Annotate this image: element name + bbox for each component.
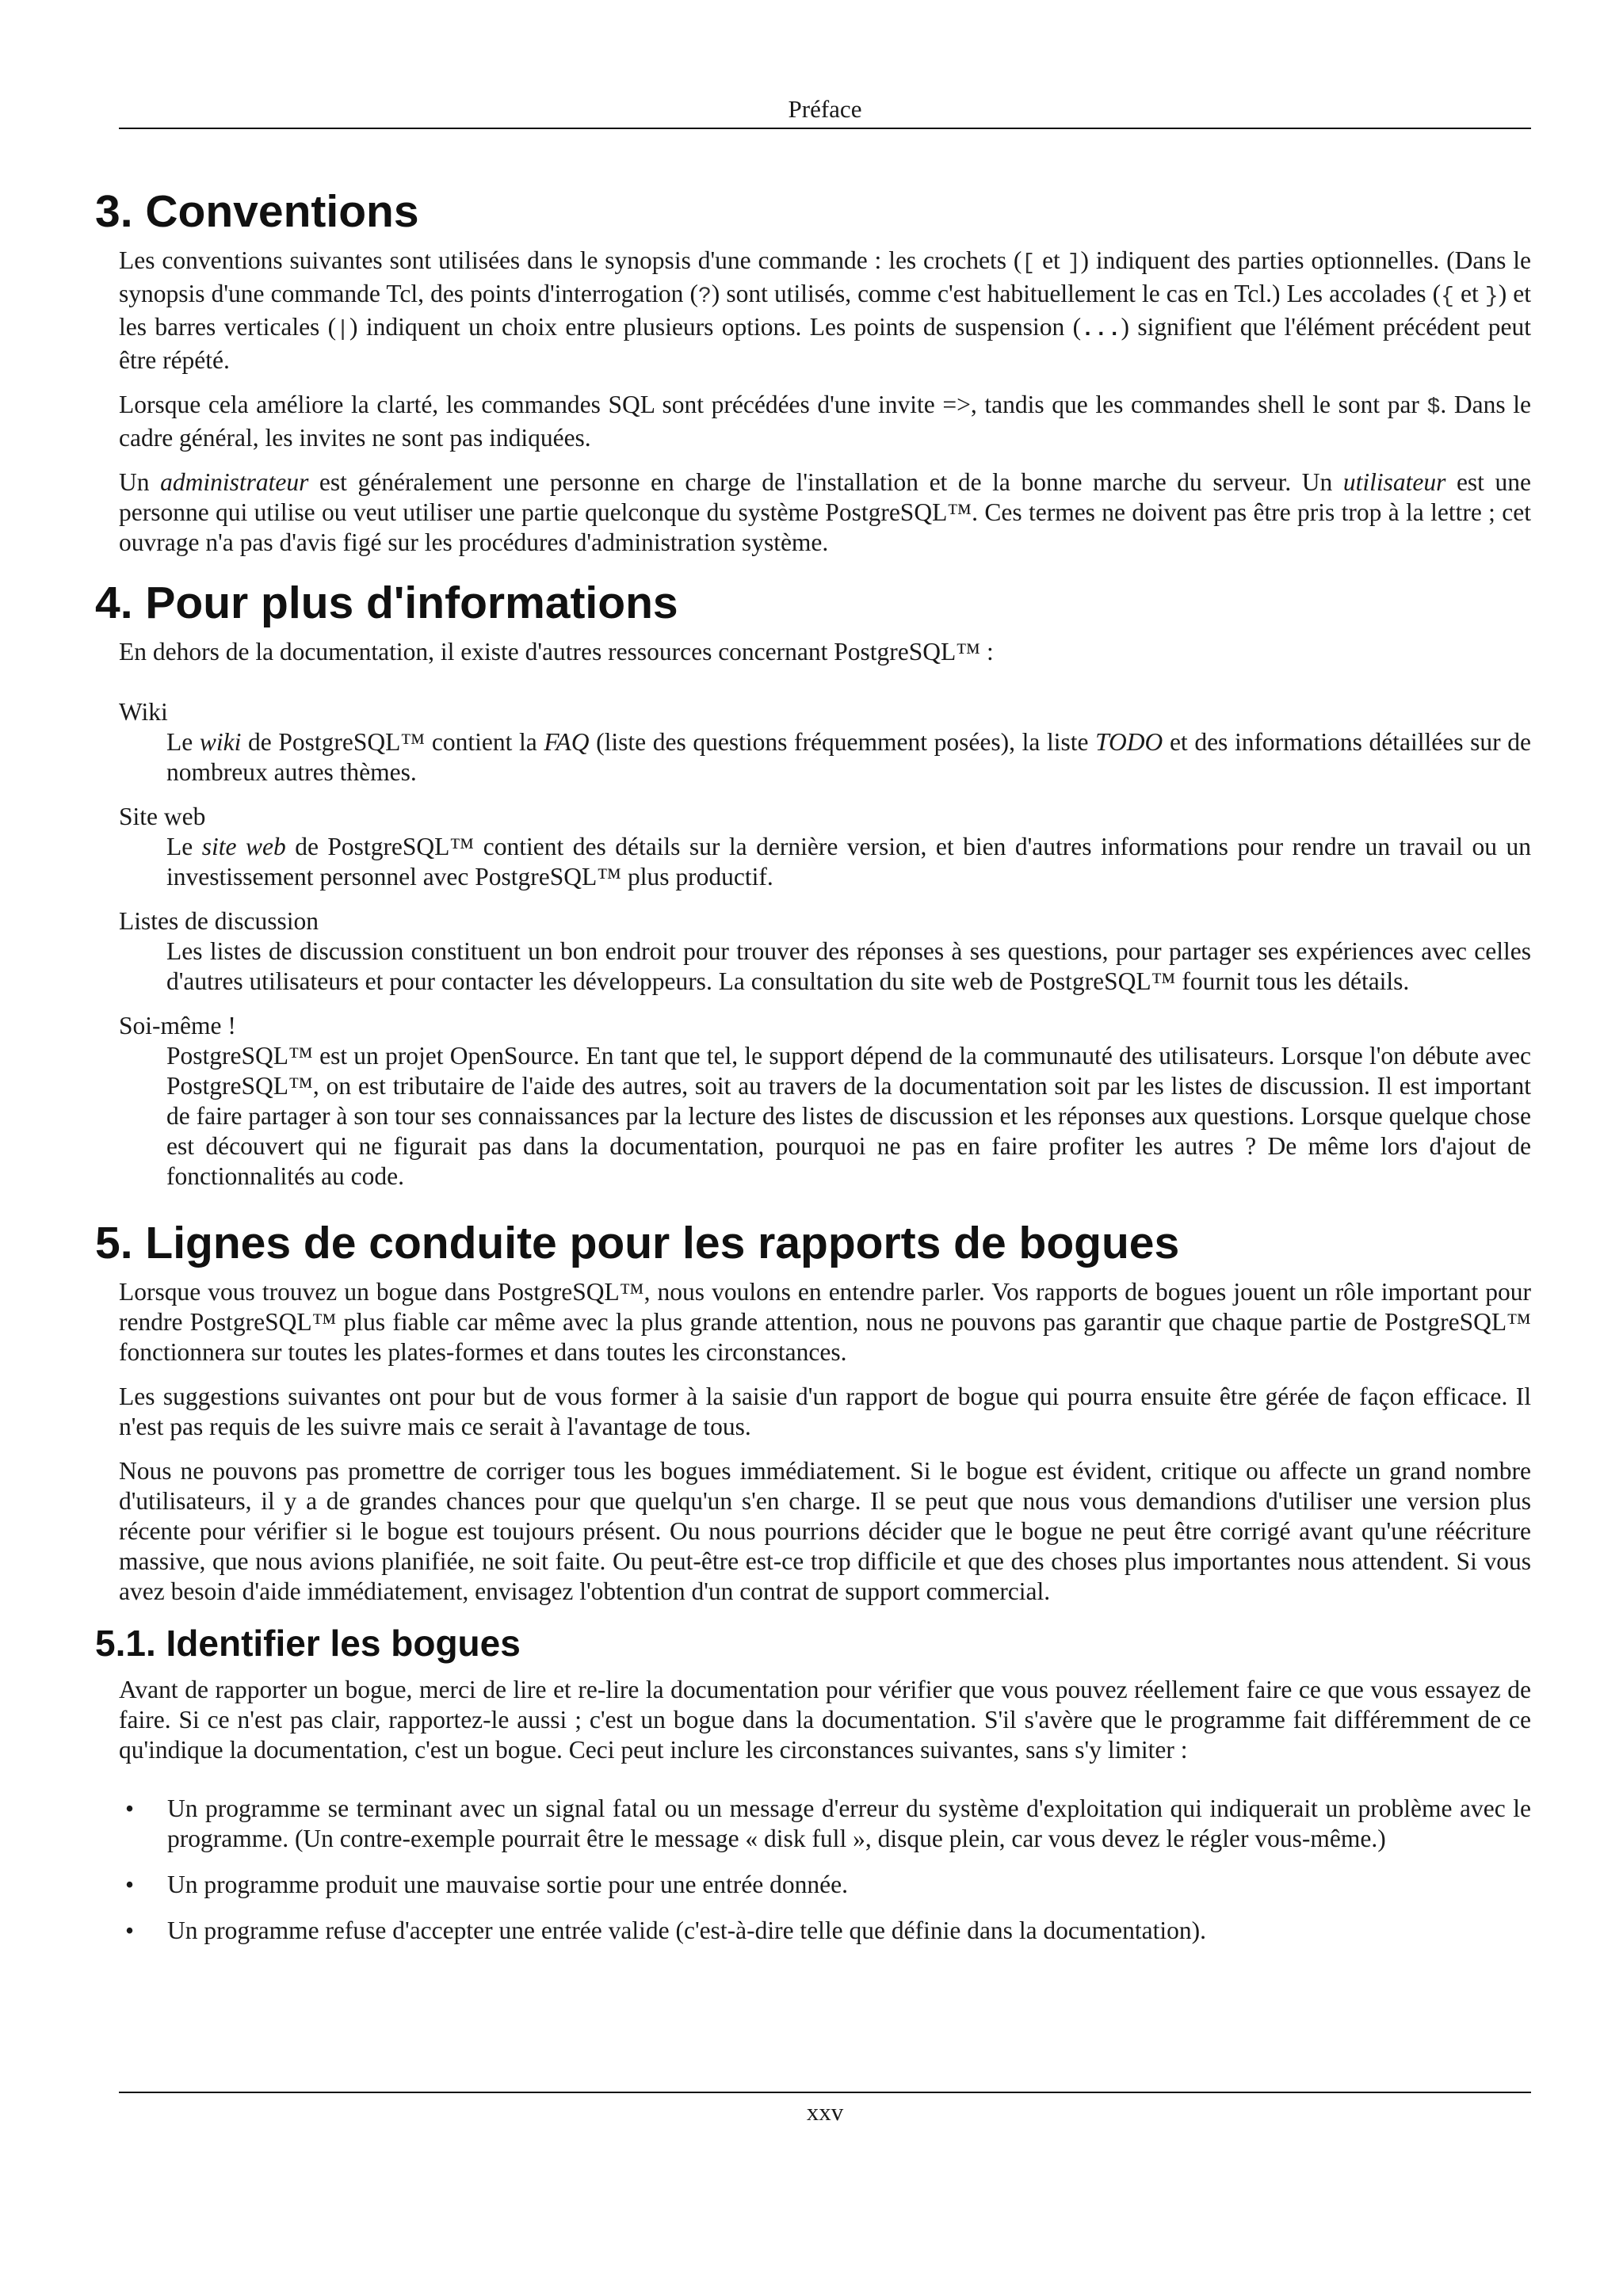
bug-circumstances-list — [125, 1794, 1531, 1946]
bullet-icon: • — [125, 1871, 135, 1898]
running-header: Préface — [788, 95, 862, 123]
link-faq[interactable]: FAQ — [544, 728, 590, 756]
resource-desc-site-web: Le site web de PostgreSQL™ contient des détails sur la dernière version, et bien d'autres informations pour rendre un travail ou un investissement personnel avec PostgreSQL™ plus productif. — [166, 833, 1531, 891]
list-item: • Un programme se terminant avec un signal fatal ou un message d'erreur du système d'exploitation qui indiquerait un problème avec le programme. (Un contre-exemple pourrait être le message « disk full », disque plein, car vous devez le régler vous-même.) — [125, 1794, 1531, 1852]
resource-term-self: Soi-même ! — [119, 1012, 236, 1039]
term-utilisateur: utilisateur — [1342, 468, 1446, 496]
section-3-body — [119, 246, 1531, 558]
code-dollar: $ — [1426, 395, 1441, 420]
resource-desc-self: PostgreSQL™ est un projet OpenSource. En tant que tel, le support dépend de la communauté des utilisateurs. Lorsque l'on débute avec PostgreSQL™, on est tributaire de l'aide des autres, soit au travers de la documentation soit par les listes de discussion. Il est important de faire partager à son tour ses connaissances par la lecture des listes de discussion et les réponses aux questions. Lorsque quelque chose est découvert qui ne figurait pas dans la documentation, pourquoi ne pas en faire profiter les autres ? De même lors d'ajout de fonctionnalités au code. — [166, 1042, 1531, 1190]
footer-rule — [119, 2092, 1531, 2093]
code-bracket-open: [ — [1022, 251, 1036, 276]
list-item: • Un programme refuse d'accepter une entrée valide (c'est-à-dire telle que définie dans la documentation). — [125, 1917, 1206, 1944]
page-content — [95, 184, 1531, 1946]
code-question-mark: ? — [697, 284, 712, 309]
conventions-paragraph-2: Lorsque cela améliore la clarté, les commandes SQL sont précédées d'une invite =>, tandis que les commandes shell le sont par $. Dans le cadre général, les invites ne sont pas indiquées. — [119, 391, 1531, 452]
resource-desc-wiki: Le wiki de PostgreSQL™ contient la FAQ (liste des questions fréquemment posées), la liste TODO et des informations détaillées sur de nombreux autres thèmes. — [166, 728, 1531, 786]
code-bracket-close: ] — [1067, 251, 1081, 276]
link-todo[interactable]: TODO — [1095, 728, 1163, 756]
conventions-paragraph-1: Les conventions suivantes sont utilisées dans le synopsis d'une commande : les crochets ([ et ]) indiquent des parties optionnelles. (Dans le synopsis d'une commande Tcl, des points d'interrogation (?) sont utilisés, comme c'est habituellement le cas en Tcl.) Les accolades ({ et }) et les barres verticales (|) indiquent un choix entre plusieurs options. Les points de suspension (...) signifient que l'élément précédent peut être répété. — [119, 246, 1532, 374]
section-3-heading: 3. Conventions — [95, 186, 419, 237]
section-5-1-heading: 5.1. Identifier les bogues — [95, 1623, 521, 1664]
section-4-body — [119, 637, 1531, 1192]
section-5-1-body — [119, 1675, 1531, 1765]
resources-intro: En dehors de la documentation, il existe d'autres ressources concernant PostgreSQL™ : — [119, 638, 994, 666]
link-site-web[interactable]: site web — [201, 833, 286, 860]
bullet-icon: • — [125, 1794, 135, 1822]
bug-guidelines-paragraph-2: Les suggestions suivantes ont pour but de vous former à la saisie d'un rapport de bogue qui pourra ensuite être gérée de façon efficace. Il n'est pas requis de les suivre mais ce serait à l'avantage de tous. — [119, 1383, 1531, 1440]
section-5-heading: 5. Lignes de conduite pour les rapports de bogues — [95, 1218, 1180, 1268]
code-pipe: | — [336, 318, 349, 342]
code-ellipsis: ... — [1081, 318, 1121, 342]
list-item: • Un programme produit une mauvaise sortie pour une entrée donnée. — [125, 1871, 848, 1898]
section-4-heading: 4. Pour plus d'informations — [95, 578, 678, 628]
bullet-icon: • — [125, 1917, 135, 1944]
resource-term-site-web: Site web — [119, 803, 206, 830]
resource-desc-mailing-lists: Les listes de discussion constituent un bon endroit pour trouver des réponses à ses questions, pour partager ses expériences avec celles d'autres utilisateurs et pour contacter les développeurs. La consultation du site web de PostgreSQL™ fournit tous les détails. — [166, 937, 1531, 995]
term-administrateur: administrateur — [160, 468, 309, 496]
link-wiki[interactable]: wiki — [199, 728, 242, 756]
identify-bugs-intro: Avant de rapporter un bogue, merci de lire et re-lire la documentation pour vérifier que vous pouvez réellement faire ce que vous essayez de faire. Si ce n'est pas clair, rapportez-le aussi ; c'est un bogue dans la documentation. S'il s'avère que le programme fait différemment de ce qu'indique la documentation, c'est un bogue. Ceci peut inclure les circonstances suivantes, sans s'y limiter : — [119, 1676, 1531, 1764]
bug-guidelines-paragraph-1: Lorsque vous trouvez un bogue dans PostgreSQL™, nous voulons en entendre parler. Vos rapports de bogues jouent un rôle important pour rendre PostgreSQL™ plus fiable car même avec la plus grande attention, nous ne pouvons pas garantir que chaque partie de PostgreSQL™ fonctionnera sur toutes les plates-formes et dans toutes les circonstances. — [119, 1278, 1531, 1366]
resources-list — [119, 697, 1531, 1192]
code-brace-open: { — [1441, 284, 1454, 309]
section-5-body — [119, 1277, 1531, 1607]
resource-term-mailing-lists: Listes de discussion — [119, 907, 319, 935]
bug-guidelines-paragraph-3: Nous ne pouvons pas promettre de corriger tous les bogues immédiatement. Si le bogue est évident, critique ou affecte un grand nombre d'utilisateurs, il y a de grandes chances pour que quelqu'un s'en charge. Il se peut que nous vous demandions d'utiliser une version plus récente pour vérifier si le bogue est toujours présent. Ou nous pourrions décider que le bogue ne peut être corrigé avant qu'une réécriture massive, que nous avions planifiée, ne soit faite. Ou peut-être est-ce trop difficile et que des choses plus importantes nous attendent. Si vous avez besoin d'aide immédiatement, envisagez l'obtention d'un contrat de support commercial. — [119, 1457, 1531, 1605]
code-brace-close: } — [1484, 284, 1499, 309]
conventions-paragraph-3: Un administrateur est généralement une personne en charge de l'installation et de la bonne marche du serveur. Un utilisateur est une personne qui utilise ou veut utiliser une partie quelconque du système PostgreSQL™. Ces termes ne doivent pas être pris trop à la lettre ; cet ouvrage n'a pas d'avis figé sur les procédures d'administration système. — [119, 468, 1531, 556]
resource-term-wiki: Wiki — [119, 698, 168, 726]
page-number: xxv — [806, 2098, 844, 2126]
header-rule — [119, 128, 1531, 129]
